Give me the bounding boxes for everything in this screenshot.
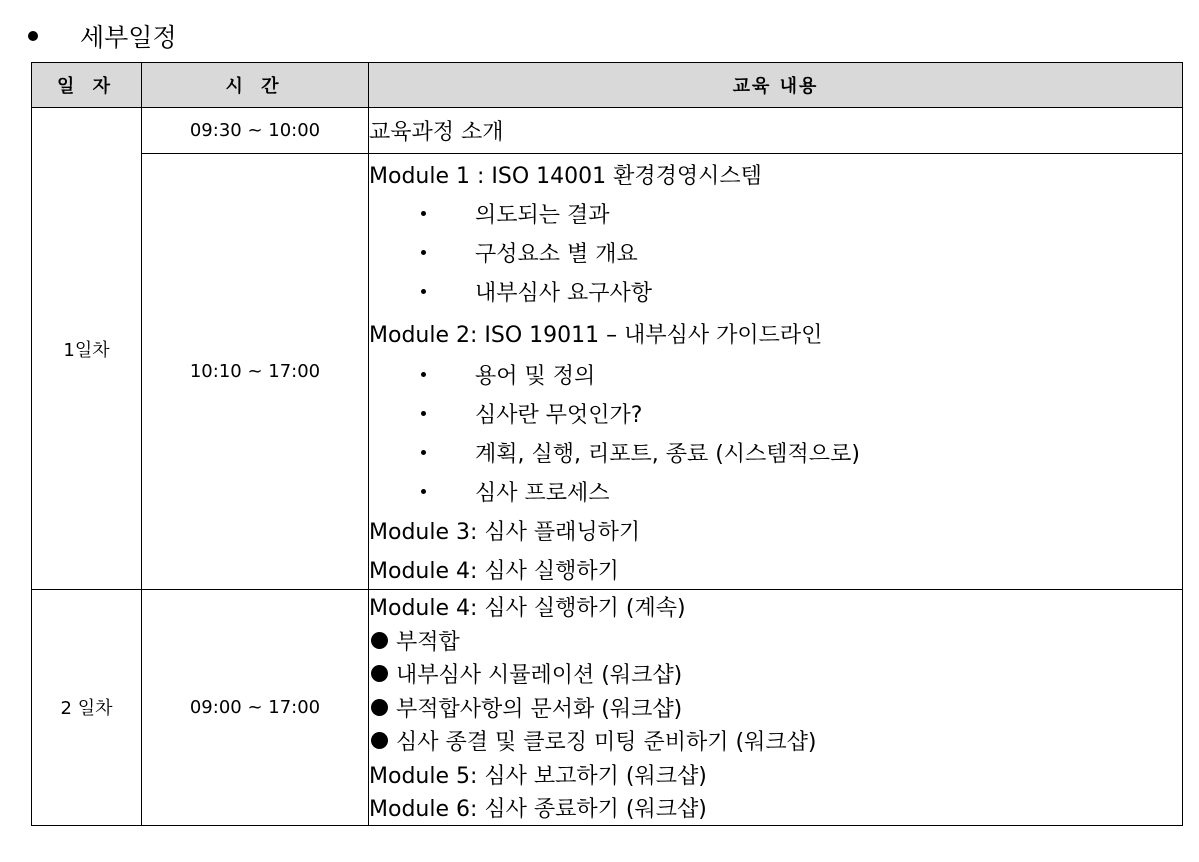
list-item-text: 용어 및 정의 xyxy=(475,364,596,389)
header-row xyxy=(32,63,1183,108)
col-header-content: 교육 내용 xyxy=(369,63,1183,108)
list-item xyxy=(369,472,1182,511)
list-item-text: 심사 프로세스 xyxy=(475,481,610,506)
list-item-text: 부적합 xyxy=(396,629,460,655)
filled-circle-icon xyxy=(371,665,388,682)
module-title: Module 4: 심사 실행하기 (계속) xyxy=(369,596,686,622)
list-item-text: 내부심사 요구사항 xyxy=(475,281,653,306)
module-title: Module 4: 심사 실행하기 xyxy=(369,559,619,584)
filled-circle-icon xyxy=(371,732,388,749)
heading-text: 세부일정 xyxy=(80,23,177,52)
bullet-icon xyxy=(421,489,426,494)
module-title: Module 6: 심사 종료하기 (워크샵) xyxy=(369,797,707,823)
col-header-time: 시 간 xyxy=(142,63,369,108)
table-row xyxy=(32,590,1183,826)
content-cell xyxy=(369,108,1183,154)
module-title: Module 3: 심사 플래닝하기 xyxy=(369,520,641,545)
table-row xyxy=(32,108,1183,154)
schedule-table xyxy=(31,62,1183,826)
list-item xyxy=(369,233,1182,272)
list-item xyxy=(369,433,1182,472)
list-item xyxy=(369,194,1182,233)
bullet-icon xyxy=(421,372,426,377)
module-title: Module 2: ISO 19011 – 내부심사 가이드라인 xyxy=(369,322,823,348)
bullet-icon xyxy=(421,411,426,416)
day-cell: 2 일차 xyxy=(32,590,142,826)
list-item-text: 내부심사 시뮬레이션 (워크샵) xyxy=(396,663,683,689)
module-title: Module 1 : ISO 14001 환경경영시스템 xyxy=(369,163,762,189)
list-item-text: 심사 종결 및 클로징 미팅 준비하기 (워크샵) xyxy=(396,730,817,756)
content-cell xyxy=(369,154,1183,590)
bullet-icon xyxy=(421,450,426,455)
time-cell: 09:30 ~ 10:00 xyxy=(142,108,369,154)
time-cell: 10:10 ~ 17:00 xyxy=(142,154,369,590)
filled-circle-icon xyxy=(371,632,388,649)
bullet-icon xyxy=(421,250,426,255)
bullet-icon xyxy=(28,31,38,41)
list-item xyxy=(369,272,1182,311)
list-item xyxy=(369,691,1182,725)
list-item xyxy=(369,355,1182,394)
module-title: Module 5: 심사 보고하기 (워크샵) xyxy=(369,763,707,789)
section-heading xyxy=(24,18,177,54)
list-item-text: 구성요소 별 개요 xyxy=(475,242,638,267)
day-cell: 1일차 xyxy=(32,108,142,590)
col-header-day: 일 자 xyxy=(32,63,142,108)
content-cell xyxy=(369,590,1183,826)
table-row xyxy=(32,154,1183,590)
list-item xyxy=(369,394,1182,433)
bullet-icon xyxy=(421,211,426,216)
list-item-text: 계획, 실행, 리포트, 종료 (시스템적으로) xyxy=(475,442,860,467)
list-item xyxy=(369,624,1182,658)
list-item xyxy=(369,724,1182,758)
list-item-text: 심사란 무엇인가? xyxy=(475,403,643,428)
time-cell: 09:00 ~ 17:00 xyxy=(142,590,369,826)
filled-circle-icon xyxy=(371,699,388,716)
list-item xyxy=(369,657,1182,691)
content-line: 교육과정 소개 xyxy=(369,119,504,145)
bullet-icon xyxy=(421,289,426,294)
list-item-text: 의도되는 결과 xyxy=(475,203,610,228)
list-item-text: 부적합사항의 문서화 (워크샵) xyxy=(396,696,683,722)
